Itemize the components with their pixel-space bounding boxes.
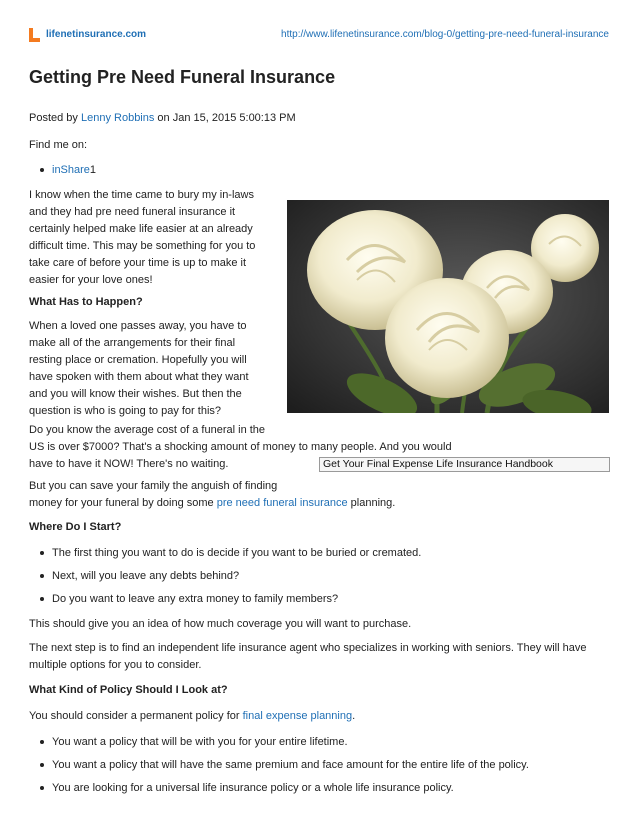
list-item: You want a policy that will be with you for your entire lifetime. — [52, 736, 348, 748]
page-url[interactable]: http://www.lifenetinsurance.com/blog-0/getting-pre-need-funeral-insurance — [281, 29, 609, 40]
white-roses-photo — [287, 200, 609, 413]
policy-intro: You should consider a permanent policy for final expense planning. — [29, 710, 356, 722]
list-item: Next, will you leave any debts behind? — [52, 570, 240, 582]
bullet-icon — [40, 597, 44, 601]
page-title: Getting Pre Need Funeral Insurance — [29, 67, 336, 87]
list-item: The first thing you want to do is decide if you want to be buried or cremated. — [52, 547, 422, 559]
pre-need-funeral-insurance-link[interactable]: pre need funeral insurance — [216, 497, 348, 509]
site-logo-icon — [29, 28, 41, 42]
inshare-link[interactable]: inShare — [52, 164, 90, 176]
heading-policy: What Kind of Policy Should I Look at? — [29, 684, 228, 696]
share-item — [52, 162, 96, 179]
page-header — [29, 27, 609, 45]
coverage-paragraph: This should give you an idea of how much coverage you will want to purchase. — [29, 618, 412, 630]
bullet-icon — [40, 763, 44, 767]
list-item: You are looking for a universal life insurance policy or a whole life insurance policy. — [52, 782, 454, 794]
bullet-icon — [40, 551, 44, 555]
find-me-label: Find me on: — [29, 139, 88, 151]
heading-where-do-i-start: Where Do I Start? — [29, 521, 122, 533]
bullet-icon — [40, 740, 44, 744]
heading-what-has-to-happen: What Has to Happen? — [29, 296, 143, 308]
handbook-caption[interactable]: Get Your Final Expense Life Insurance Handbook — [319, 457, 610, 472]
bullet-icon — [40, 786, 44, 790]
final-expense-planning-link[interactable]: final expense planning — [242, 710, 353, 722]
bullet-icon — [40, 168, 44, 172]
list-item: You want a policy that will have the same premium and face amount for the entire life of the policy. — [52, 759, 529, 771]
site-name[interactable]: lifenetinsurance.com — [46, 29, 147, 40]
author-link[interactable]: Lenny Robbins — [80, 112, 155, 124]
share-count: 1 — [89, 164, 97, 176]
list-item: Do you want to leave any extra money to family members? — [52, 593, 339, 605]
byline: Posted by Lenny Robbins on Jan 15, 2015 5:00:13 PM — [29, 112, 296, 124]
bullet-icon — [40, 574, 44, 578]
